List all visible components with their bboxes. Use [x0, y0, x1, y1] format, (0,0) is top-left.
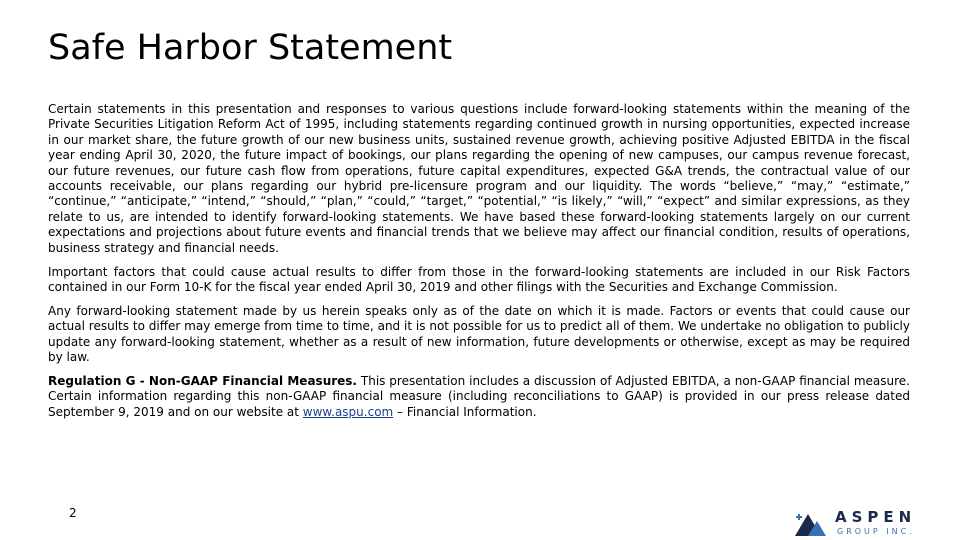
regulation-text: This presentation includes a discussion of Adjusted EBITDA, a non-GAAP financial measure. Certain information regarding this non-GAAP financial measure (including reconciliations to GAAP) is provided in our press release dated September 9, 2019 and on our website at	[48, 374, 910, 419]
regulation-heading: Regulation G - Non-GAAP Financial Measures.	[48, 374, 357, 388]
logo-subtitle: GROUP INC.	[837, 527, 915, 536]
paragraph-no-obligation: Any forward-looking statement made by us herein speaks only as of the date on which it is made. Factors or events that could cause our actual results to differ may emerge from time to time, and it is not possible for us to predict all of them. We undertake no obligation to publicly update any forward-looking statement, whether as a result of new information, future developments or otherwise, except as may be required by law.	[48, 303, 910, 365]
regulation-text-end: – Financial Information.	[393, 404, 537, 419]
paragraph-regulation-g	[48, 374, 910, 420]
aspen-group-logo	[795, 506, 935, 540]
page-number: 2	[69, 506, 77, 520]
paragraph-forward-looking: Certain statements in this presentation and responses to various questions include forward-looking statements within the meaning of the Private Securities Litigation Reform Act of 1995, including statements regarding continued growth in nursing opportunities, expected increase in our market share, the future growth of our new business units, sustained revenue growth, achieving positive Adjusted EBITDA in the fiscal year ending April 30, 2020, the future impact of bookings, our plans regarding the opening of new campuses, our campus revenue forecast, our future revenues, our future cash flow from operations, future capital expenditures, expected G&A trends, the contractual value of our accounts receivable, our plans regarding our hybrid pre-licensure program and our liquidity. The words “believe,” “may,” “estimate,” “continue,” “anticipate,” “intend,” “should,” “plan,” “could,” “target,” “potential,” “is likely,” “will,” “expect” and similar expressions, as they relate to us, are intended to identify forward-looking statements. We have based these forward-looking statements largely on our current expectations and projections about future events and financial trends that we believe may affect our financial condition, results of operations, business strategy and financial needs.	[48, 102, 910, 255]
paragraph-risk-factors: Important factors that could cause actual results to differ from those in the forward-looking statements are included in our Risk Factors contained in our Form 10-K for the fiscal year ended April 30, 2019 and other filings with the Securities and Exchange Commission.	[48, 264, 910, 294]
website-link[interactable]: www.aspu.com	[302, 404, 394, 419]
slide-title: Safe Harbor Statement	[48, 28, 453, 68]
mountain-peaks-icon	[795, 508, 829, 536]
safe-harbor-body	[48, 102, 910, 429]
logo-name: ASPEN	[835, 508, 917, 526]
